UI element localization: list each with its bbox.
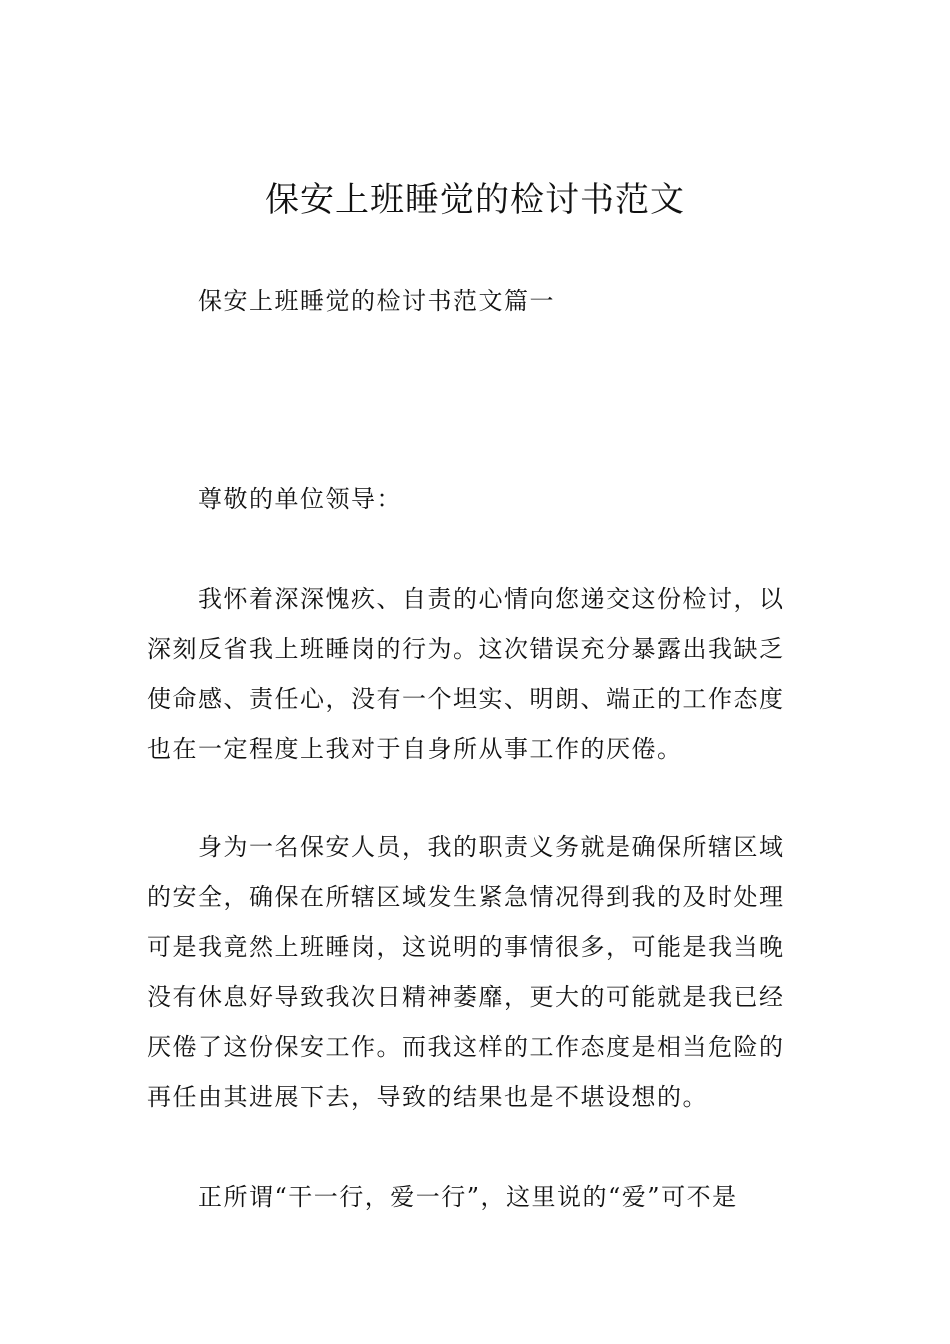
- section-heading: 保安上班睡觉的检讨书范文篇一: [198, 287, 555, 315]
- paragraph-2-line-4: 没有休息好导致我次日精神萎靡，更大的可能就是我已经: [147, 983, 785, 1011]
- paragraph-2-line-6: 再任由其进展下去，导致的结果也是不堪设想的。: [147, 1083, 708, 1111]
- paragraph-2-line-1: 身为一名保安人员，我的职责义务就是确保所辖区域: [198, 833, 785, 861]
- paragraph-3-line-1: 正所谓“干一行，爱一行”，这里说的“爱”可不是: [198, 1183, 738, 1211]
- paragraph-2-line-5: 厌倦了这份保安工作。而我这样的工作态度是相当危险的: [147, 1033, 785, 1061]
- paragraph-1-line-3: 使命感、责任心，没有一个坦实、明朗、端正的工作态度: [147, 685, 785, 713]
- paragraph-2-line-3: 可是我竟然上班睡岗，这说明的事情很多，可能是我当晚: [147, 933, 785, 961]
- salutation: 尊敬的单位领导：: [198, 485, 402, 513]
- paragraph-2-line-2: 的安全，确保在所辖区域发生紧急情况得到我的及时处理: [147, 883, 785, 911]
- document-title: 保安上班睡觉的检讨书范文: [265, 180, 685, 220]
- paragraph-1-line-4: 也在一定程度上我对于自身所从事工作的厌倦。: [147, 735, 683, 763]
- paragraph-1-line-1: 我怀着深深愧疚、自责的心情向您递交这份检讨，以: [198, 585, 785, 613]
- paragraph-1-line-2: 深刻反省我上班睡岗的行为。这次错误充分暴露出我缺乏: [147, 635, 785, 663]
